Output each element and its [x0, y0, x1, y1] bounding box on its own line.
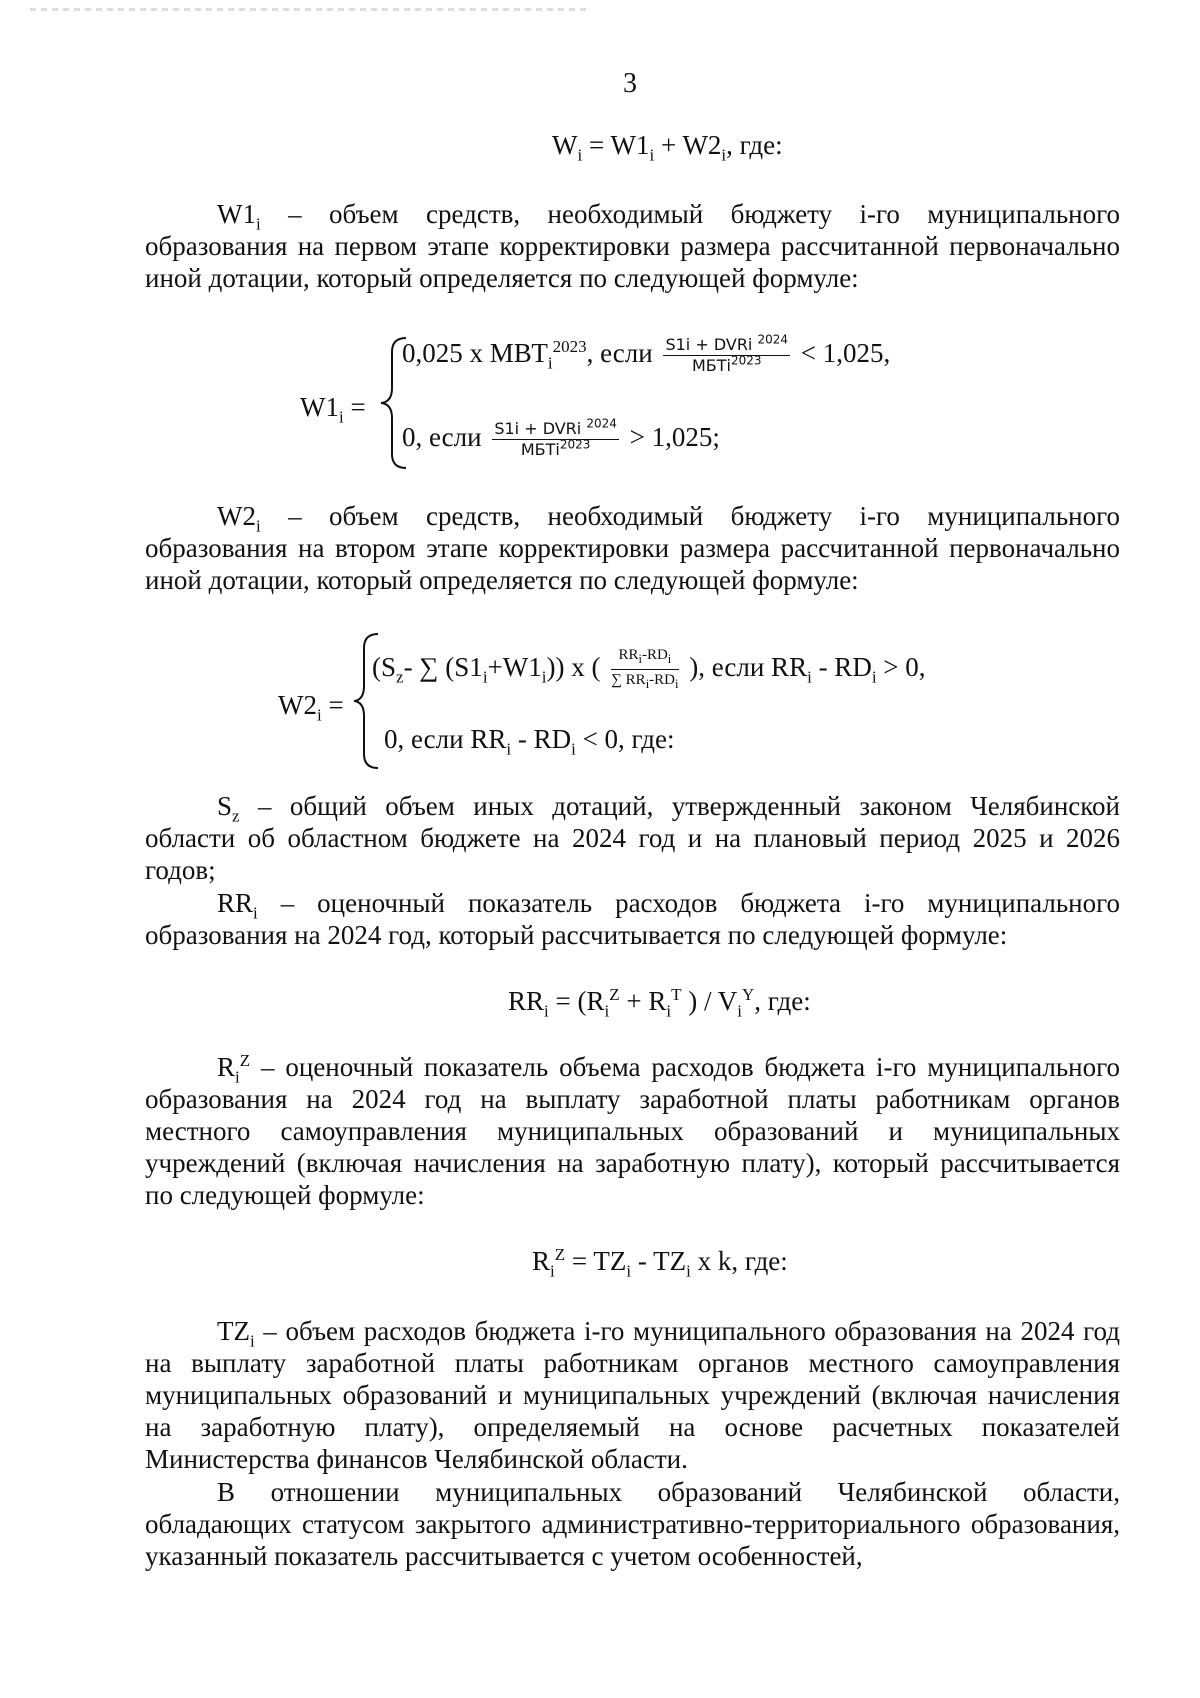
- paragraph-w2-definition: $W2_i$ – объем средств, необходимый бюджету i-го муниципального образования на втором этапе корректировки размера рассчитанной первоначально иной дотации, который определяется по следующей формуле:: [145, 501, 1120, 595]
- paragraph-rz-definition: $R_i^Z$ – оценочный показатель объема расходов бюджета i-го муниципального образования на 2024 год на выплату заработной платы работникам органов местного самоуправления муниципальных образований и муниципальных учреждений (включая начисления на заработную плату), который рассчитывается по следующей формуле:: [145, 1051, 1120, 1210]
- paragraph-sz-definition: $S_z$ – общий объем иных дотаций, утвержденный законом Челябинской области об областном бюджете на 2024 год и на плановый период 2025 и 2026 годов;: [145, 791, 1120, 885]
- formula-w1-case-2: 0, если $\frac{S1i + DVRi ^{2024}}{МБТi^{2023}}$ > 1,025;: [402, 416, 720, 459]
- paragraph-rr-definition: $RR_i$ – оценочный показатель расходов бюджета i-го муниципального образования на 2024 год, который рассчитывается по следующей формуле:: [145, 888, 1120, 950]
- formula-w2-lhs: $W2_i$ =: [278, 690, 344, 725]
- fraction: $\frac{S1i + DVRi ^{2024}}{МБТi^{2023}}$: [665, 332, 789, 375]
- formula-w: $W_i = W1_i + W2_i$, где:: [552, 130, 783, 165]
- formula-rz: $R_i^Z = TZ_i - TZ_i$ x k, где:: [532, 1245, 788, 1281]
- formula-w2-case-1: ($S_z-$ ∑ $(S1_i+W1_i)$) x ( $\frac{RR_i-RD_i}{\sum RR_i-RD_i}$ ), если $RR_i - RD_i > 0$,: [372, 646, 926, 694]
- paragraph-tz-definition: $TZ_i$ – объем расходов бюджета i-го муниципального образования на 2024 год на выплату заработной платы работникам органов местного самоуправления муниципальных образований и муниципальных учреждений (включая начисления на заработную плату), определяемый на основе расчетных показателей Министерства финансов Челябинской области.: [145, 1316, 1120, 1474]
- formula-w2-case-2: 0, если $RR_i - RD_i < 0$, где:: [384, 724, 675, 759]
- paragraph-w1-definition: $W1_i$ – объем средств, необходимый бюджету i-го муниципального образования на первом этапе корректировки размера рассчитанной первоначально иной дотации, который определяется по следующей формуле:: [145, 199, 1120, 293]
- formula-w1-lhs: $W1_i$ =: [300, 392, 366, 427]
- scan-artifact: [30, 8, 590, 11]
- formula-rr: $RR_i = (R_i^Z + R_i^T$ ) / $V_i^Y$, где:: [508, 985, 811, 1021]
- page-number: 3: [623, 68, 637, 99]
- fraction: $\frac{S1i + DVRi ^{2024}}{МБТi^{2023}}$: [494, 416, 617, 459]
- fraction: $\frac{RR_i-RD_i}{\sum RR_i-RD_i}$: [611, 647, 679, 691]
- formula-w1-case-1: 0,025 x $МВТ_i^{2023}$, если $\frac{S1i + DVRi ^{2024}}{МБТi^{2023}}$ < 1,025,: [402, 332, 891, 375]
- paragraph-closed-territories: В отношении муниципальных образований Челябинской области, обладающих статусом закрытого административно-территориального образования, указанный показатель рассчитывается с учетом особенностей,: [145, 1477, 1120, 1571]
